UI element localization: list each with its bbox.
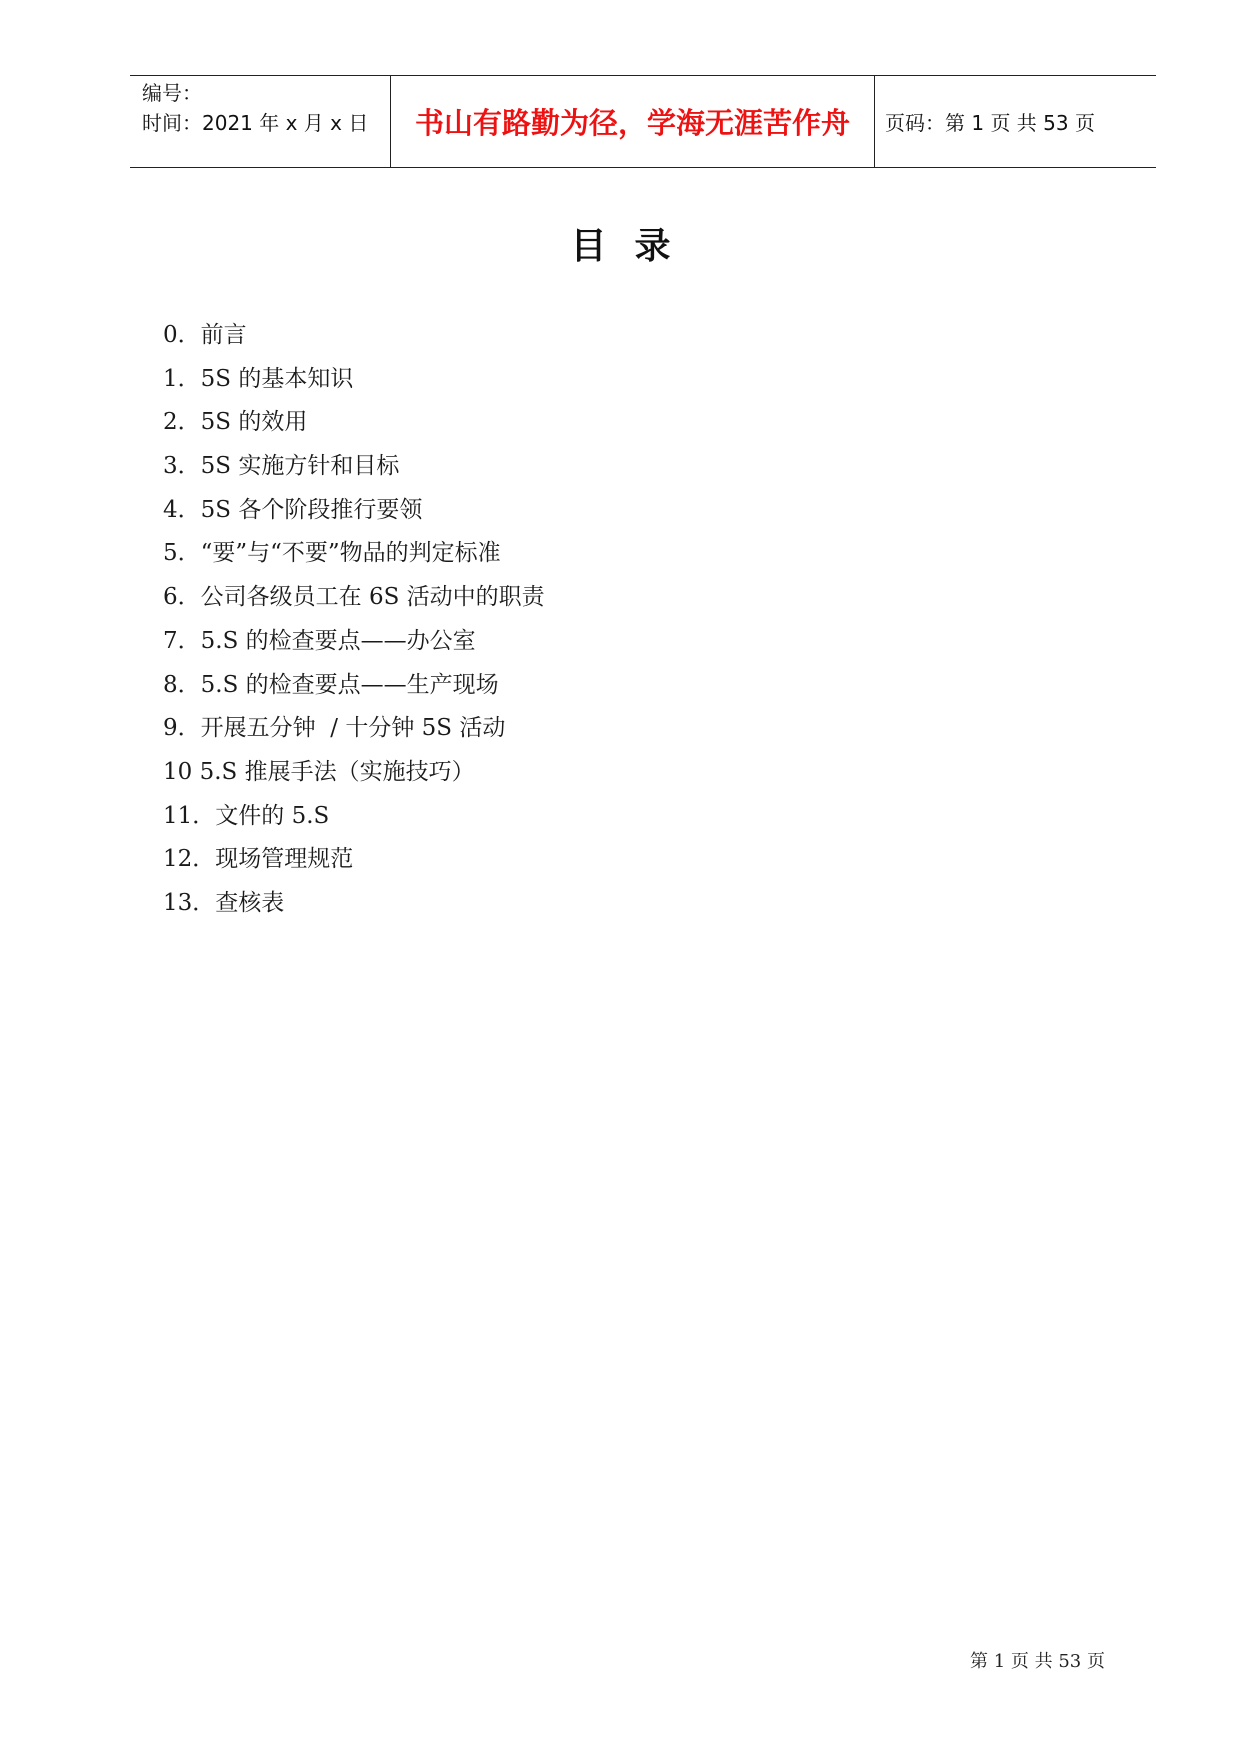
toc-item: 11．文件的 5.S	[163, 802, 330, 829]
page-footer: 第 1 页 共 53 页	[970, 1651, 1105, 1672]
toc-title: 目录	[570, 226, 699, 267]
toc-item: 12．现场管理规范	[163, 846, 354, 873]
document-time-label: 时间：2021 年 x 月 x 日	[142, 111, 369, 135]
toc-item: 8．5.S 的检查要点——生产现场	[163, 671, 499, 698]
header-motto: 书山有路勤为径，学海无涯苦作舟	[391, 76, 875, 167]
toc-item: 9．开展五分钟 / 十分钟 5S 活动	[163, 715, 506, 742]
toc-item: 7．5.S 的检查要点——办公室	[163, 627, 476, 654]
toc-list	[163, 314, 545, 926]
toc-item: 0．前言	[163, 322, 247, 348]
toc-item: 3．5S 实施方针和目标	[163, 453, 400, 480]
document-header	[130, 75, 1156, 168]
toc-item: 2．5S 的效用	[163, 409, 308, 436]
header-meta	[130, 76, 391, 167]
toc-item: 10 5.S 推展手法（实施技巧）	[163, 758, 475, 785]
toc-item: 5．“要”与“不要”物品的判定标准	[163, 540, 501, 567]
header-page-info: 页码：第 1 页 共 53 页	[885, 111, 1095, 135]
toc-item: 1．5S 的基本知识	[163, 365, 354, 392]
toc-item: 6．公司各级员工在 6S 活动中的职责	[163, 584, 545, 611]
toc-item: 4．5S 各个阶段推行要领	[163, 496, 423, 523]
toc-item: 13．查核表	[163, 889, 285, 916]
document-number-label: 编号：	[142, 81, 202, 105]
